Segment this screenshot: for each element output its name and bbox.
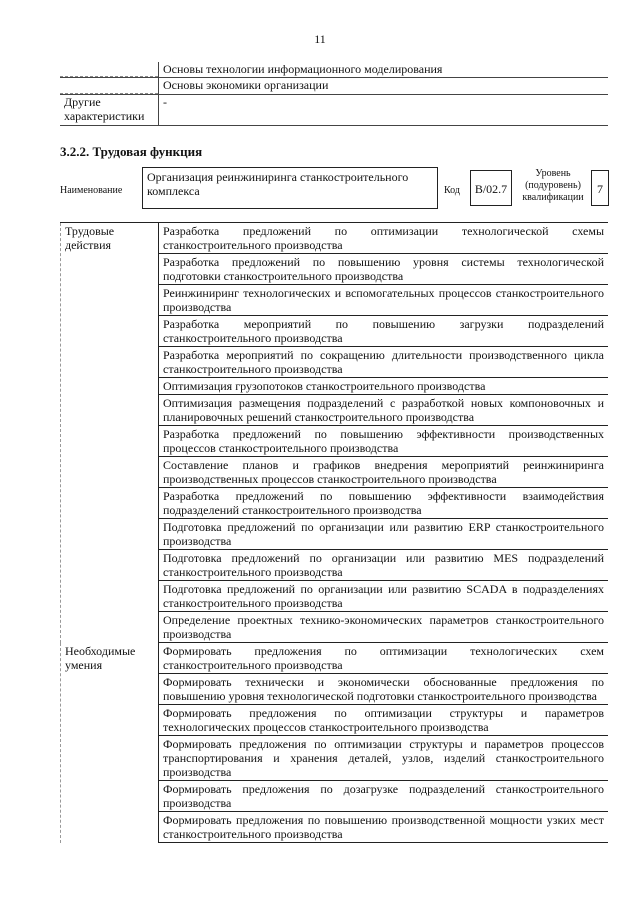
list-item: Реинжиниринг технологических и вспомогательных процессов станкостроительного производства [159, 285, 608, 316]
skills-row [60, 643, 608, 843]
row-label [60, 78, 158, 94]
list-item: Формировать предложения по оптимизации структуры и параметров технологических процессов станкостроительного производства [159, 705, 608, 736]
list-item: Оптимизация размещения подразделений с разработкой новых компоновочных и планировочных решений станкостроительного производства [159, 395, 608, 426]
table-row [60, 95, 608, 126]
list-item: Разработка предложений по повышению эффективности взаимодействия подразделений станкостроительного производства [159, 488, 608, 519]
level-label: Уровень (подуровень) квалификации [522, 168, 584, 203]
qualification-level: 7 [591, 170, 609, 206]
row-value: - [158, 95, 608, 125]
list-item: Формировать предложения по дозагрузке подразделений станкостроительного производства [159, 781, 608, 812]
labor-actions-row [60, 223, 608, 643]
list-item: Разработка мероприятий по сокращению длительности производственного цикла станкостроительного производства [159, 347, 608, 378]
skills-label: Необходимые умения [60, 643, 158, 843]
list-item: Подготовка предложений по организации или развитию MES подразделений станкостроительного производства [159, 550, 608, 581]
list-item: Формировать предложения по оптимизации технологических схем станкостроительного производства [159, 643, 608, 674]
list-item: Формировать предложения по повышению производственной мощности узких мест станкостроительного производства [159, 812, 608, 843]
table-row [60, 62, 608, 78]
list-item: Составление планов и графиков внедрения мероприятий реинжиниринга производственных процессов станкостроительного производства [159, 457, 608, 488]
list-item: Формировать предложения по оптимизации структуры и параметров процессов транспортирования и хранения деталей, узлов, изделий станкостроительного производства [159, 736, 608, 781]
list-item: Разработка предложений по повышению эффективности производственных процессов станкостроительного производства [159, 426, 608, 457]
name-label: Наименование [60, 185, 123, 196]
list-item: Разработка предложений по повышению уровня системы технологической подготовки станкостроительного производства [159, 254, 608, 285]
list-item: Подготовка предложений по организации или развитию SCADA в подразделениях станкостроительного производства [159, 581, 608, 612]
row-value: Основы экономики организации [158, 78, 608, 94]
list-item: Разработка предложений по оптимизации технологической схемы станкостроительного производства [159, 223, 608, 254]
row-value: Основы технологии информационного моделирования [158, 62, 608, 77]
list-item: Определение проектных технико-экономических параметров станкостроительного производства [159, 612, 608, 643]
top-table [60, 62, 608, 126]
skills-list [158, 643, 608, 843]
labor-actions-label: Трудовые действия [60, 223, 158, 643]
code-label: Код [444, 185, 460, 196]
list-item: Формировать технически и экономически обоснованные предложения по повышению уровня технологической подготовки станкостроительного производства [159, 674, 608, 705]
function-table [60, 222, 608, 843]
labor-actions-list [158, 223, 608, 643]
list-item: Оптимизация грузопотоков станкостроительного производства [159, 378, 608, 395]
page-number: 11 [314, 32, 326, 46]
row-label [60, 62, 158, 77]
section-title: 3.2.2. Трудовая функция [60, 144, 203, 159]
function-name: Организация реинжиниринга станкостроительного комплекса [142, 167, 438, 209]
list-item: Разработка мероприятий по повышению загрузки подразделений станкостроительного производства [159, 316, 608, 347]
table-row [60, 78, 608, 95]
function-code: B/02.7 [470, 170, 512, 206]
list-item: Подготовка предложений по организации или развитию ERP станкостроительного производства [159, 519, 608, 550]
row-label: Другие характеристики [64, 95, 145, 123]
